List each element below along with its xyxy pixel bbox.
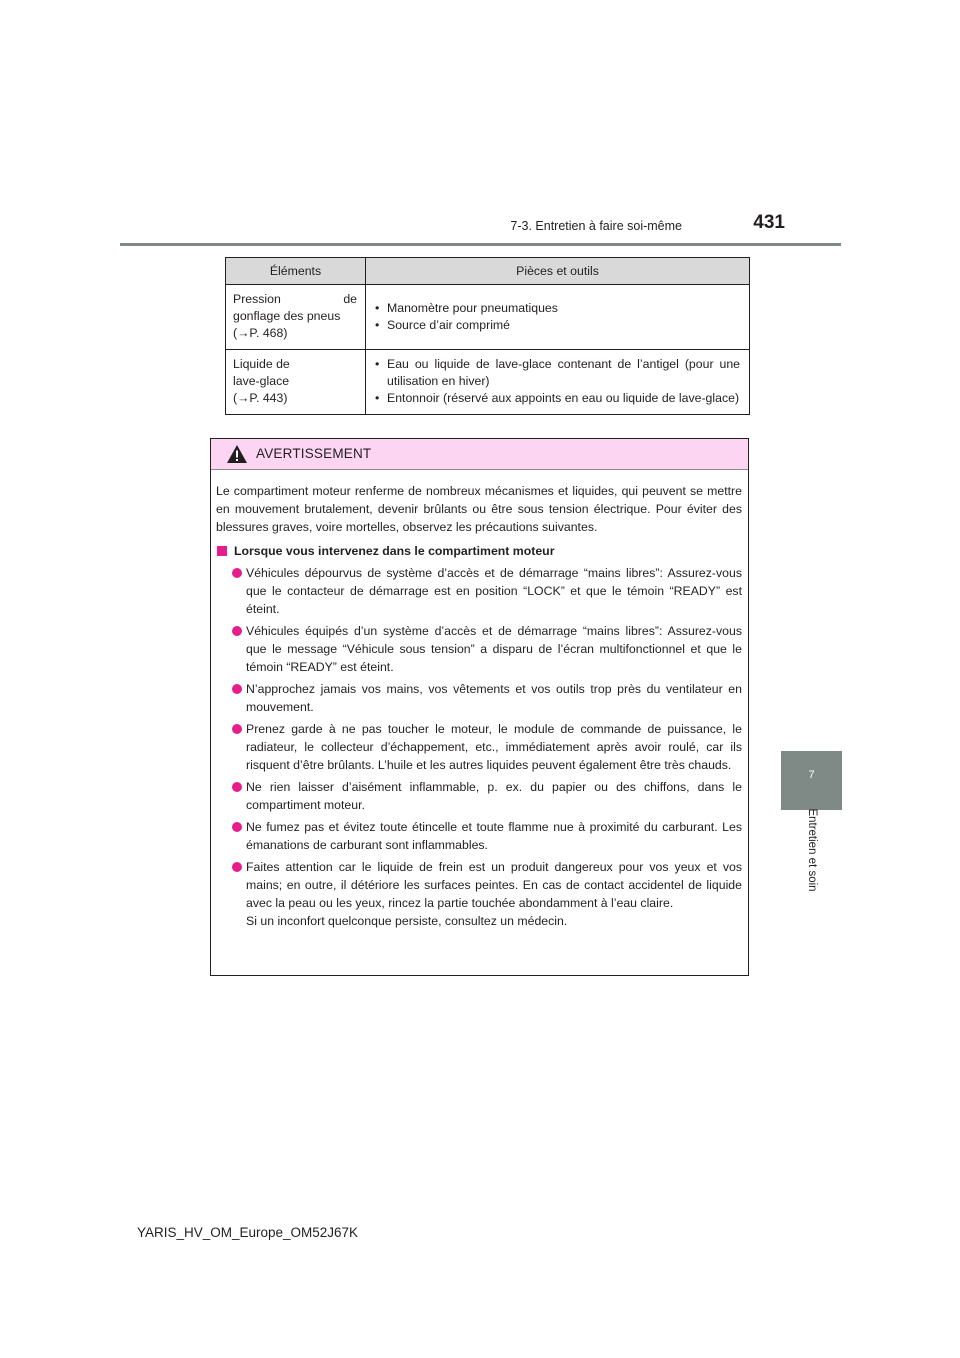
chapter-label: Entretien et soin xyxy=(806,808,818,892)
warning-body xyxy=(211,470,748,930)
table-header-row xyxy=(226,258,750,285)
column-header-tools: Pièces et outils xyxy=(366,258,750,285)
warning-item-text: Ne rien laisser d’aisément inflammable, p. ex. du papier ou des chiffons, dans le compartiment moteur. xyxy=(246,780,742,812)
warning-item-text: Véhicules dépourvus de système d’accès et de démarrage “mains libres”: Assurez-vous que le contacteur de démarrage est en position “LOCK” et que le témoin “READY” est éteint. xyxy=(246,566,742,616)
item-line: gonflage des pneus xyxy=(233,309,341,323)
warning-intro: Le compartiment moteur renferme de nombreux mécanismes et liquides, qui peuvent se mettre en mouvement brutalement, devenir brûlants ou être sous tension électrique. Pour éviter des blessures graves, voire mortelles, observez les précautions suivantes. xyxy=(216,484,742,534)
bullet-dot-icon xyxy=(232,862,242,872)
item-line: Pression de xyxy=(233,292,357,306)
bullet-dot-icon xyxy=(232,568,242,578)
item-cell xyxy=(226,350,366,415)
page-reference: (→P. 443) xyxy=(233,391,288,405)
bullet-dot-icon xyxy=(232,626,242,636)
item-line: Liquide de xyxy=(233,357,290,371)
chapter-number: 7 xyxy=(808,769,815,781)
footer-code: YARIS_HV_OM_Europe_OM52J67K xyxy=(136,1225,359,1240)
warning-item xyxy=(216,720,742,774)
parts-table xyxy=(225,257,750,415)
tools-cell xyxy=(366,350,750,415)
tool-item: • Manomètre pour pneumatiques xyxy=(373,300,740,317)
bullet-dot-icon xyxy=(232,684,242,694)
column-header-items: Éléments xyxy=(226,258,366,285)
bullet-dot-icon xyxy=(232,782,242,792)
warning-item-text: Ne fumez pas et évitez toute étincelle et toute flamme nue à proximité du carburant. Les émanations de carburant sont inflammables. xyxy=(246,820,742,852)
item-cell xyxy=(226,285,366,350)
tool-item: • Source d’air comprimé xyxy=(373,317,740,334)
warning-list xyxy=(216,564,742,930)
item-line: lave-glace xyxy=(233,374,290,388)
warning-item xyxy=(216,818,742,854)
warning-item-extra: Si un inconfort quelconque persiste, consultez un médecin. xyxy=(246,914,568,928)
page-number: 431 xyxy=(753,212,785,233)
subheading-text: Lorsque vous intervenez dans le compartiment moteur xyxy=(234,544,555,558)
warning-item xyxy=(216,564,742,618)
table-row xyxy=(226,285,750,350)
warning-item xyxy=(216,778,742,814)
warning-item xyxy=(216,680,742,716)
warning-header xyxy=(211,439,748,470)
warning-box xyxy=(210,438,749,976)
warning-item-text: Véhicules équipés d’un système d’accès et de démarrage “mains libres”: Assurez-vous que le message “Véhicule sous tension” a disparu de l’écran multifonctionnel et que le témoin “READY” est éteint. xyxy=(246,624,742,674)
square-bullet-icon xyxy=(217,546,227,556)
warning-item xyxy=(216,622,742,676)
warning-triangle-icon xyxy=(226,444,248,464)
warning-item-text: Prenez garde à ne pas toucher le moteur, le module de commande de puissance, le radiateur, le collecteur d’échappement, etc., immédiatement après avoir roulé, car ils risquent d’être brûlants. L’huile et les autres liquides peuvent également être très chauds. xyxy=(246,722,742,772)
page-reference: (→P. 468) xyxy=(233,326,288,340)
warning-item xyxy=(216,858,742,930)
bullet-dot-icon xyxy=(232,822,242,832)
tool-item: • Eau ou liquide de lave-glace contenant de l’antigel (pour une utilisation en hiver) xyxy=(373,356,740,390)
warning-title: AVERTISSEMENT xyxy=(256,446,372,461)
tools-cell xyxy=(366,285,750,350)
warning-subheading xyxy=(216,542,742,560)
section-header: 7-3. Entretien à faire soi-même xyxy=(510,219,682,233)
header-rule xyxy=(120,243,841,246)
bullet-dot-icon xyxy=(232,724,242,734)
table-row xyxy=(226,350,750,415)
warning-item-text: Faites attention car le liquide de frein est un produit dangereux pour vos yeux et vos mains; en outre, il détériore les surfaces peintes. En cas de contact accidentel de liquide avec la peau ou les yeux, rincez la partie touchée abondamment à l’eau claire. xyxy=(246,860,742,910)
chapter-tab xyxy=(781,751,842,810)
warning-item-text: N’approchez jamais vos mains, vos vêtements et vos outils trop près du ventilateur en mouvement. xyxy=(246,682,742,714)
tool-item: • Entonnoir (réservé aux appoints en eau ou liquide de lave-glace) xyxy=(373,390,740,407)
